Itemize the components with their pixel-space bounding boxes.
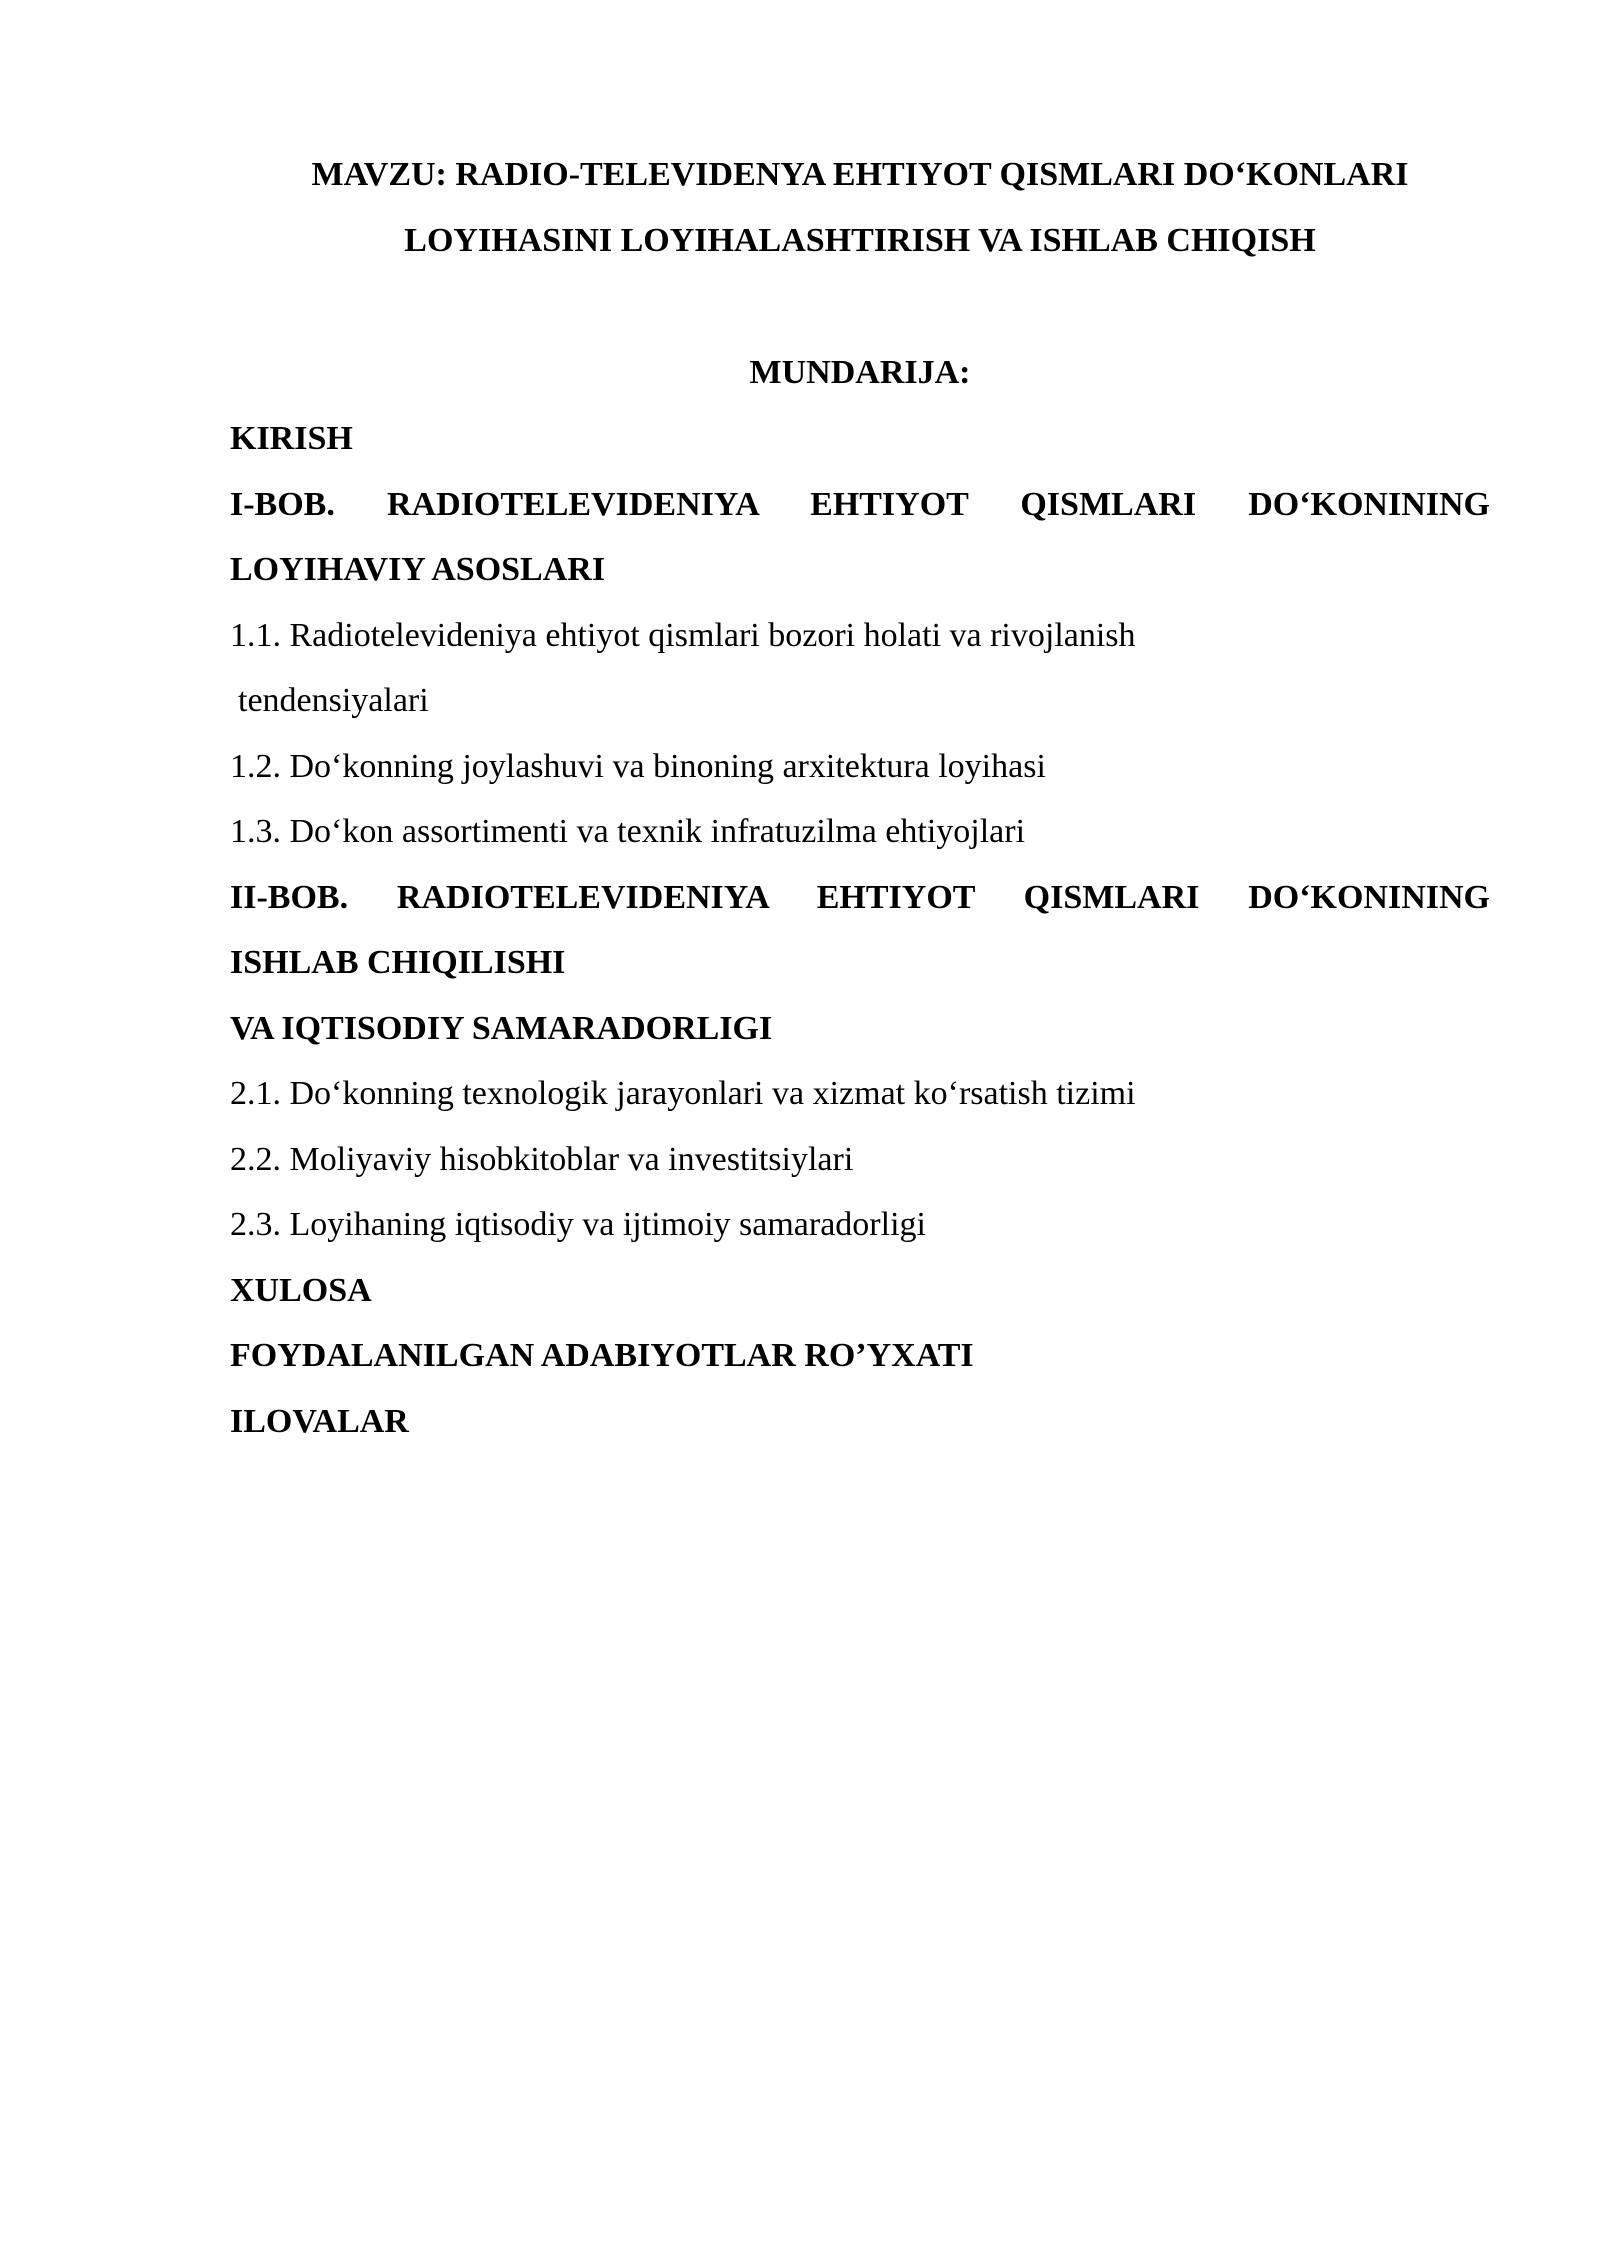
title-line-2: LOYIHASINI LOYIHALASHTIRISH VA ISHLAB CHIQISH xyxy=(404,222,1316,259)
toc-heading: MUNDARIJA: xyxy=(749,354,971,391)
document-title xyxy=(230,142,1490,274)
toc-section-1-3: 1.3. Do‘kon assortimenti va texnik infratuzilma ehtiyojlari xyxy=(230,813,1026,850)
toc-section-1-1-cont: tendensiyalari xyxy=(238,682,429,719)
toc-entry-xulosa: XULOSA xyxy=(230,1271,372,1309)
toc-chapter-2-title-cont-2: VA IQTISODIY SAMARADORLIGI xyxy=(230,1009,773,1047)
toc-section-1-2: 1.2. Do‘konning joylashuvi va binoning arxitektura loyihasi xyxy=(230,747,1046,785)
title-line-1: MAVZU: RADIO-TELEVIDENYA EHTIYOT QISMLARI DO‘KONLARI xyxy=(311,156,1409,193)
toc-entry-kirish: KIRISH xyxy=(230,420,353,457)
toc-chapter-1-title-cont: LOYIHAVIY ASOSLARI xyxy=(230,551,606,588)
table-of-contents xyxy=(230,406,1490,1454)
toc-chapter-1-title: I-BOB. RADIOTELEVIDENIYA EHTIYOT QISMLARI DO‘KONINING xyxy=(230,485,1490,523)
toc-section-2-1: 2.1. Do‘konning texnologik jarayonlari va xizmat ko‘rsatish tizimi xyxy=(230,1075,1136,1112)
toc-section-2-2: 2.2. Moliyaviy hisobkitoblar va investitsiylari xyxy=(230,1140,854,1178)
toc-chapter-2-title: II-BOB. RADIOTELEVIDENIYA EHTIYOT QISMLARI DO‘KONINING xyxy=(230,878,1490,916)
toc-section-1-1: 1.1. Radiotelevideniya ehtiyot qismlari bozori holati va rivojlanish xyxy=(230,616,1136,654)
toc-entry-references: FOYDALANILGAN ADABIYOTLAR RO’YXATI xyxy=(230,1337,974,1374)
toc-entry-appendices: ILOVALAR xyxy=(230,1402,409,1440)
toc-section-2-3: 2.3. Loyihaning iqtisodiy va ijtimoiy samaradorligi xyxy=(230,1206,926,1243)
toc-chapter-2-title-cont: ISHLAB CHIQILISHI xyxy=(230,944,566,981)
